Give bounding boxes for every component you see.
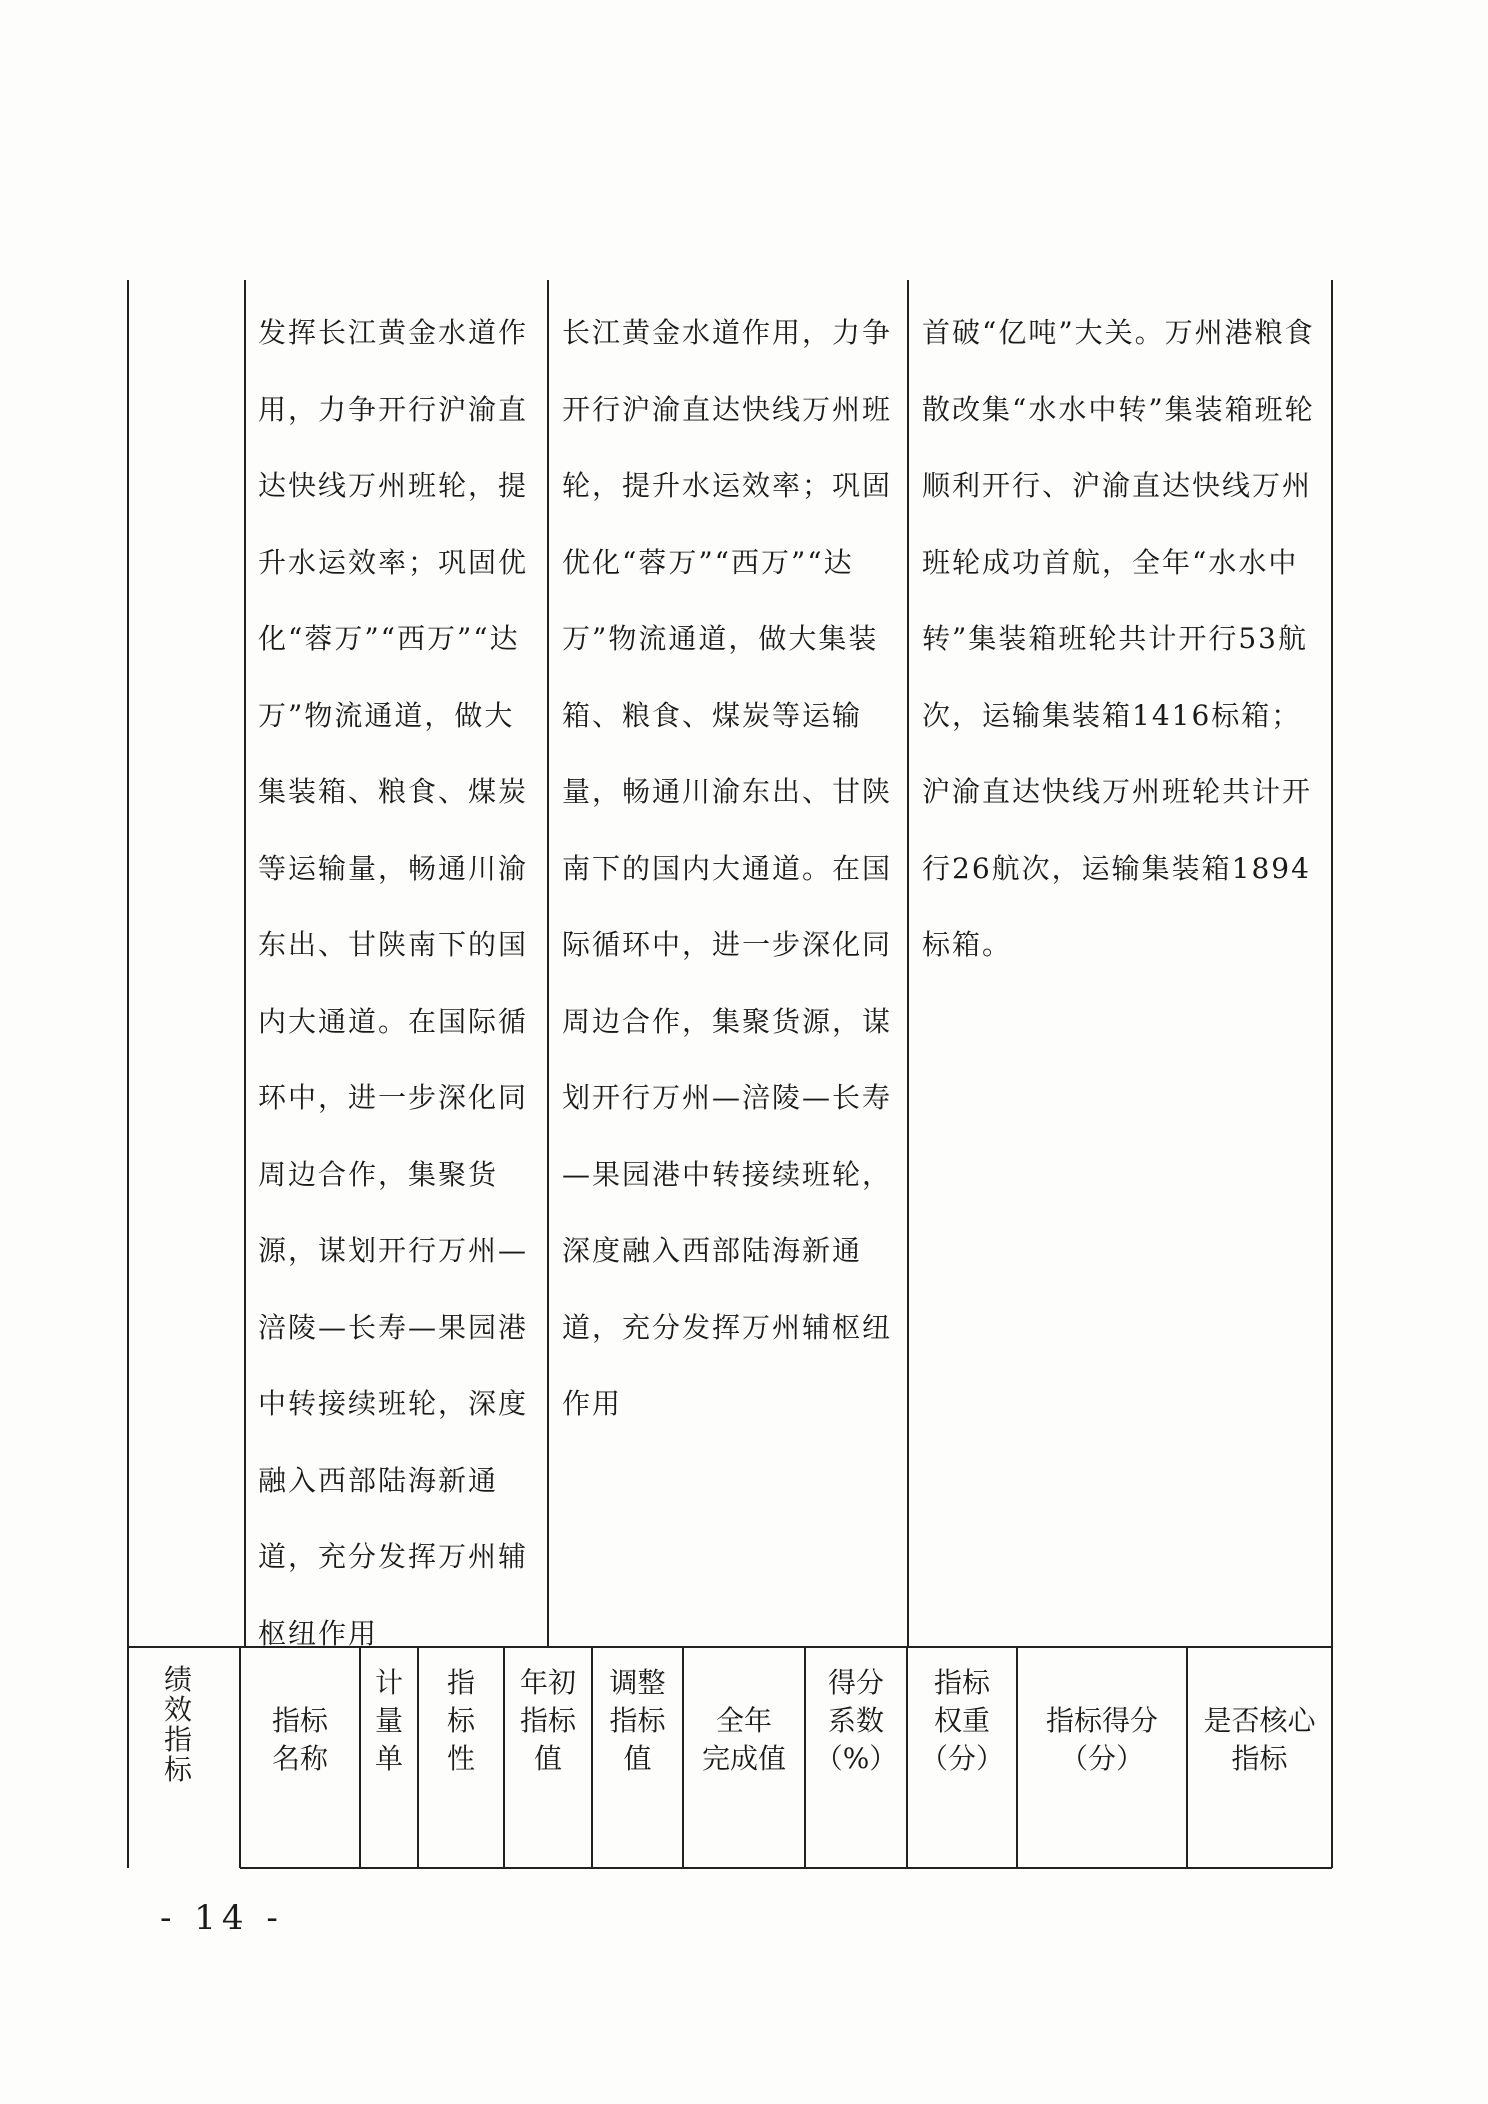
header-score-coefficient: 得分 系数 （%） (814, 1666, 898, 1775)
plan-text-cell: 长江黄金水道作用，力争开行沪渝直达快线万州班轮，提升水运效率；巩固优化“蓉万”“西万”“达万”物流通道，做大集装箱、粮食、煤炭等运输量，畅通川渝东出、甘陕南下的国内大通道。在国际循环中，进一步深化同周边合作，集聚货源，谋划开行万州—涪陵—长寿—果园港中转接续班轮，深度融入西部陆海新通道，充分发挥万州辅枢纽作用 (562, 316, 893, 1420)
performance-indicators-label: 绩效指标 (163, 1663, 192, 1786)
header-initial-value: 年初 指标 值 (519, 1666, 576, 1775)
header-nature: 指 标 性 (446, 1666, 475, 1775)
header-weight: 指标 权重 （分） (919, 1666, 1004, 1775)
header-annual-completion: 全年 完成值 (701, 1704, 786, 1775)
result-text-cell: 首破“亿吨”大关。万州港粮食散改集“水水中转”集装箱班轮顺利开行、沪渝直达快线万州班轮成功首航，全年“水水中转”集装箱班轮共计开行53航次，运输集装箱1416标箱；沪渝直达快线万州班轮共计开行26航次，运输集装箱1894标箱。 (922, 316, 1315, 961)
header-score: 指标得分 （分） (1045, 1704, 1158, 1775)
header-is-core: 是否核心 指标 (1203, 1704, 1316, 1775)
header-indicator-name: 指标 名称 (271, 1704, 328, 1775)
page-number: - 14 - (160, 1898, 284, 1938)
header-adjusted-value: 调整 指标 值 (609, 1666, 666, 1775)
target-text-cell: 发挥长江黄金水道作用，力争开行沪渝直达快线万州班轮，提升水运效率；巩固优化“蓉万”“西万”“达万”物流通道，做大集装箱、粮食、煤炭等运输量，畅通川渝东出、甘陕南下的国内大通道。在国际循环中，进一步深化同周边合作，集聚货源，谋划开行万州—涪陵—长寿—果园港中转接续班轮，深度融入西部陆海新通道，充分发挥万州辅枢纽作用 (258, 316, 529, 1650)
header-unit: 计 量 单 (374, 1666, 403, 1775)
